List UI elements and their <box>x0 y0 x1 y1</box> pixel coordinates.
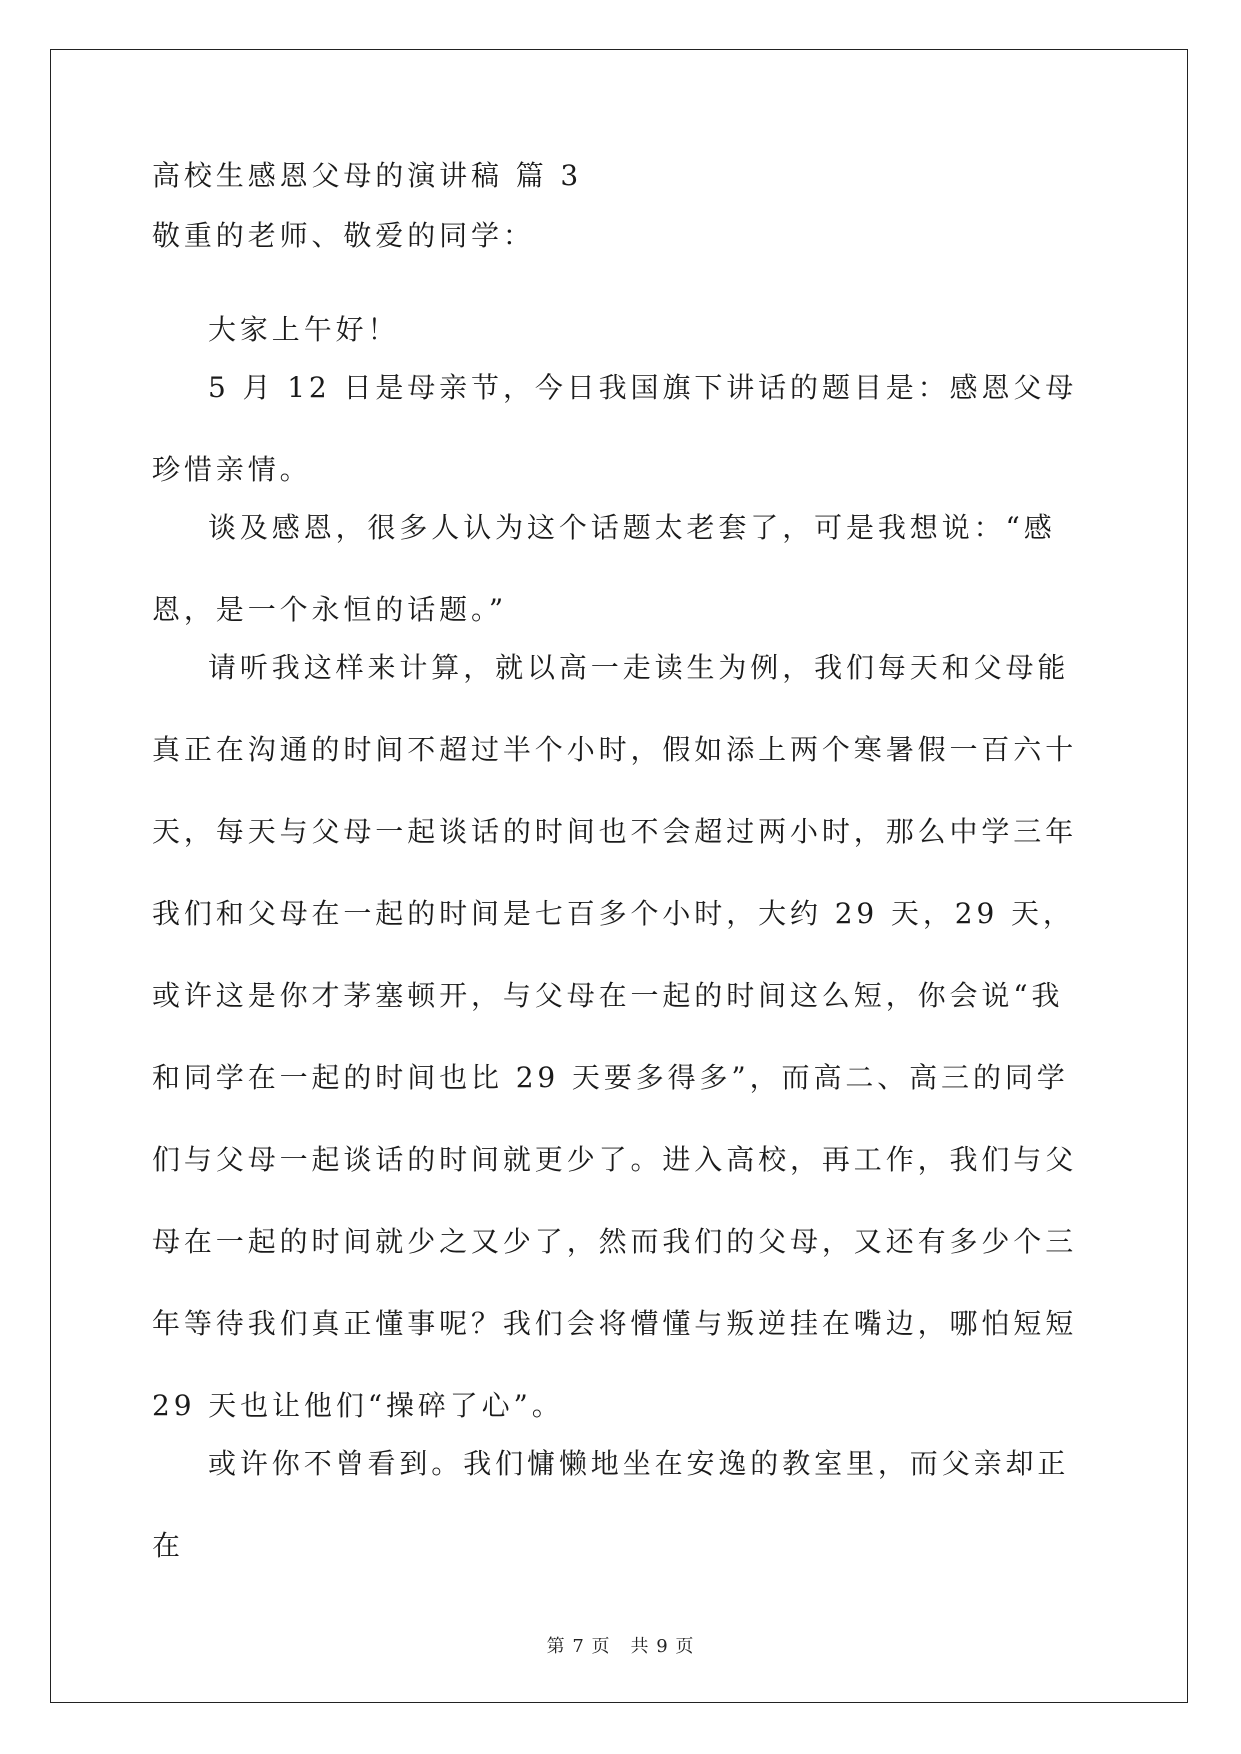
document-body <box>152 160 1092 1587</box>
paragraph-maybe-never-seen: 或许你不曾看到。我们慵懒地坐在安逸的教室里，而父亲却正在 <box>152 1447 1070 1562</box>
salutation: 敬重的老师、敬爱的同学： <box>152 219 535 252</box>
paragraph-greeting: 大家上午好！ <box>208 313 400 346</box>
paragraph-mothers-day: 5 月 12 日是母亲节，今日我国旗下讲话的题目是：感恩父母珍惜亲情。 <box>152 371 1078 486</box>
paragraph-gratitude-topic: 谈及感恩，很多人认为这个话题太老套了，可是我想说：“感恩，是一个永恒的话题。” <box>152 511 1056 626</box>
document-title: 高校生感恩父母的演讲稿 篇 3 <box>152 159 583 192</box>
page-footer <box>0 1632 1241 1658</box>
page-total: 共 9 页 <box>630 1636 695 1657</box>
paragraph-time-calculation: 请听我这样来计算，就以高一走读生为例，我们每天和父母能真正在沟通的时间不超过半个小时，假如添上两个寒暑假一百六十天，每天与父母一起谈话的时间也不会超过两小时，那么中学三年我们和父母在一起的时间是七百多个小时，大约 29 天，29 天，或许这是你才茅塞顿开，与父母在一起的时间这么短，你会说“我和同学在一起的时间也比 29 天要多得多”，而高二、高三的同学们与父母一起谈话的时间就更少了。进入高校，再工作，我们与父母在一起的时间就少之又少了，然而我们的父母，又还有多少个三年等待我们真正懂事呢？我们会将懵懂与叛逆挂在嘴边，哪怕短短 29 天也让他们“操碎了心”。 <box>152 651 1078 1422</box>
page-number: 第 7 页 <box>546 1636 611 1657</box>
